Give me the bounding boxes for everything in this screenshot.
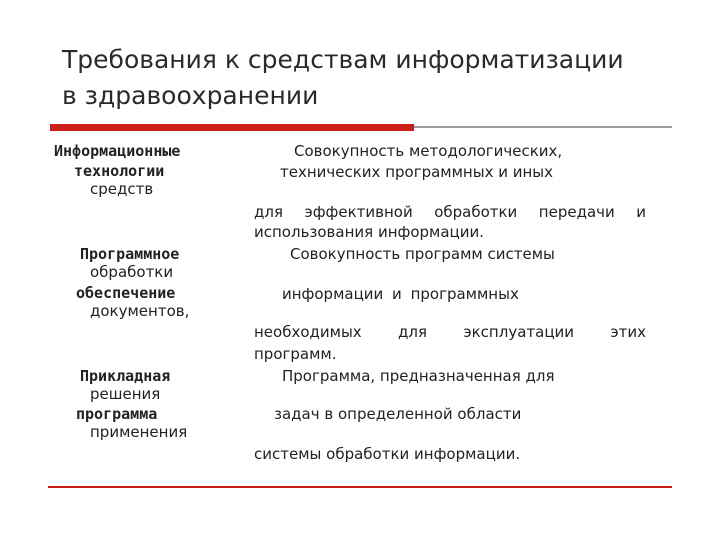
term-applied-line-2: программа [76,405,158,423]
term-info-tech-sub: средств [90,180,154,198]
def-line-1: Совокупность методологических, [294,142,563,160]
title-underline-gray [414,126,672,128]
slide-title-line-2: в здравоохранении [62,81,319,110]
term-software-sub-1: обработки [90,263,174,281]
def-line-2: технических программных и иных [280,163,554,181]
def-line-9: Программа, предназначенная для [282,367,555,385]
title-underline-red [50,124,414,131]
bottom-divider [48,486,672,488]
def-line-7: необходимых для эксплуатации этих [254,323,646,341]
term-info-tech-line-2: технологии [74,162,165,180]
def-line-10: задач в определенной области [274,405,522,423]
def-line-8: программ. [254,345,337,363]
term-applied-sub-1: решения [90,385,161,403]
term-software-line-1: Программное [80,245,180,263]
term-software-sub-2: документов, [90,302,190,320]
term-applied-line-1: Прикладная [80,367,171,385]
def-line-5: Совокупность программ системы [290,245,555,263]
term-software-line-2: обеспечение [76,284,176,302]
def-line-6: информации и программных [282,285,519,303]
def-line-11: системы обработки информации. [254,445,521,463]
term-applied-sub-2: применения [90,423,188,441]
slide-title-line-1: Требования к средствам информатизации [62,45,624,74]
def-line-3: для эффективной обработки передачи и [254,203,646,221]
def-line-4: использования информации. [254,223,485,241]
term-info-tech-line-1: Информационные [54,142,181,160]
